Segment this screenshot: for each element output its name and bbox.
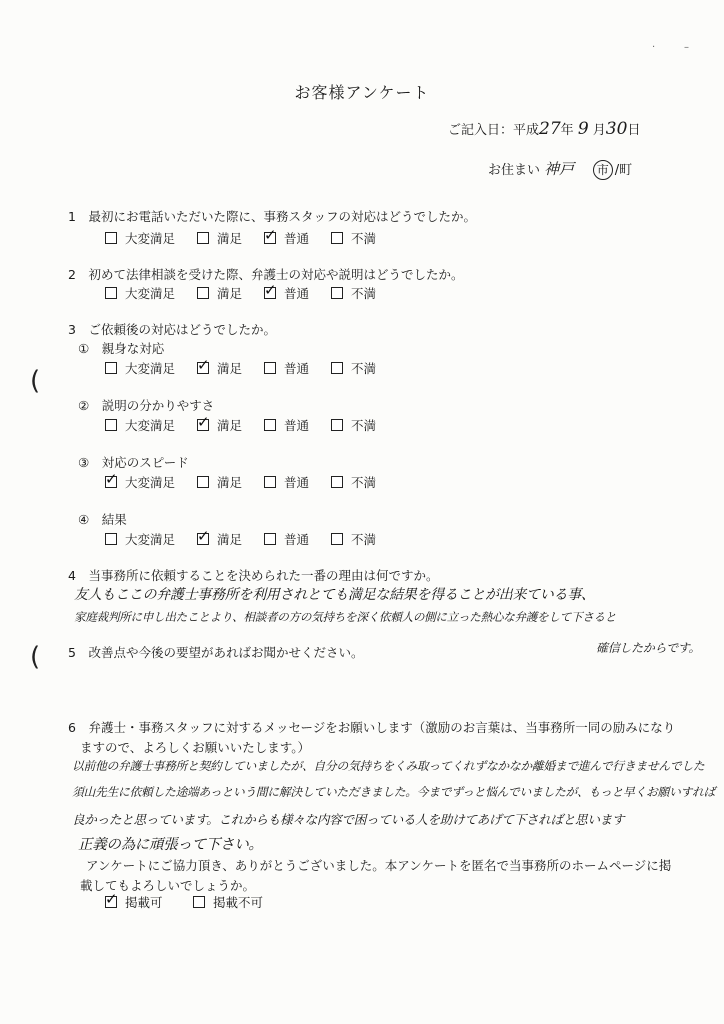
q3s3-option-4[interactable] [331, 473, 376, 491]
checkbox-checked[interactable] [105, 476, 117, 488]
option-label: 満足 [217, 286, 243, 301]
q3-sub-4: ④ 結果 [78, 512, 127, 527]
option-label: 大変満足 [125, 418, 176, 433]
q3s4-option-2[interactable] [197, 530, 264, 548]
checkbox[interactable] [331, 533, 343, 545]
q6-answer-line-4[interactable]: 正義の為に頑張って下さい。 [78, 837, 263, 853]
checkbox-checked[interactable] [264, 232, 276, 244]
checkbox[interactable] [331, 419, 343, 431]
q6-answer-line-2[interactable]: 須山先生に依頼した途端あっという間に解決していただきました。今までずっと悩んでいましたが、もっと早くお願いすれば [72, 785, 716, 799]
q1-option-2[interactable] [197, 229, 264, 247]
option-label: 大変満足 [125, 475, 176, 490]
checkbox[interactable] [105, 362, 117, 374]
checkbox[interactable] [105, 232, 117, 244]
date-year-unit: 年 [560, 123, 574, 138]
date-year[interactable]: 27 [539, 119, 561, 139]
checkbox[interactable] [264, 533, 276, 545]
option-label: 大変満足 [125, 361, 176, 376]
checkbox[interactable] [331, 476, 343, 488]
question-6-line-1: 6 弁護士・事務スタッフに対するメッセージをお願いします（激励のお言葉は、当事務所一同の励みになり [68, 720, 676, 735]
scan-mark: – [684, 42, 689, 53]
q3s2-option-4[interactable] [331, 416, 376, 434]
question-4: 4 当事務所に依頼することを決められた一番の理由は何ですか。 [68, 568, 439, 583]
option-label: 大変満足 [125, 231, 176, 246]
q3s4-option-4[interactable] [331, 530, 376, 548]
q1-option-4[interactable] [331, 229, 376, 247]
address-row [488, 158, 632, 180]
option-label: 満足 [217, 231, 243, 246]
q2-option-3[interactable] [264, 284, 331, 302]
address-circled-city[interactable]: 市 [593, 160, 613, 180]
q2-option-4[interactable] [331, 284, 376, 302]
q3s3-option-2[interactable] [197, 473, 264, 491]
option-label: 普通 [284, 231, 310, 246]
q3s1-option-4[interactable] [331, 359, 376, 377]
option-label: 満足 [217, 361, 243, 376]
question-5: 5 改善点や今後の要望があればお聞かせください。 [68, 645, 364, 660]
scan-mark: · [652, 42, 656, 53]
option-label: 大変満足 [125, 286, 176, 301]
option-label: 普通 [284, 361, 310, 376]
checkbox[interactable] [331, 232, 343, 244]
option-label: 普通 [284, 475, 310, 490]
closing-text-line-1: アンケートにご協力頂き、ありがとうございました。本アンケートを匿名で当事務所のホームページに掲 [86, 858, 672, 873]
option-label: 不満 [351, 475, 377, 490]
q3s2-option-1[interactable] [105, 416, 197, 434]
address-label: お住まい [488, 163, 541, 178]
checkbox[interactable] [197, 476, 209, 488]
date-day-unit: 日 [627, 123, 641, 138]
q3s3-option-1[interactable] [105, 473, 197, 491]
checkbox[interactable] [264, 419, 276, 431]
q3s4-options [105, 530, 376, 548]
date-row [448, 119, 640, 139]
date-month-unit: 月 [592, 123, 606, 138]
q3s2-option-2[interactable] [197, 416, 264, 434]
q1-option-1[interactable] [105, 229, 197, 247]
question-1: 1 最初にお電話いただいた際に、事務スタッフの対応はどうでしたか。 [68, 209, 476, 224]
q3s1-option-2[interactable] [197, 359, 264, 377]
q3s2-option-3[interactable] [264, 416, 331, 434]
option-label: 満足 [217, 532, 243, 547]
option-label: 普通 [284, 418, 310, 433]
option-label: 大変満足 [125, 532, 176, 547]
checkbox-checked[interactable] [197, 419, 209, 431]
q4-answer-line-2[interactable]: 家庭裁判所に申し出たことより、相談者の方の気持ちを深く依頼人の側に立った熱心な弁護をして下さると [74, 610, 617, 624]
option-label: 不満 [351, 231, 377, 246]
q3s3-option-3[interactable] [264, 473, 331, 491]
address-city[interactable]: 神戸 [544, 160, 575, 178]
q1-options [105, 229, 376, 247]
checkbox[interactable] [331, 362, 343, 374]
q3s1-option-1[interactable] [105, 359, 197, 377]
q3s1-options [105, 359, 376, 377]
checkbox-checked[interactable] [197, 362, 209, 374]
checkbox[interactable] [264, 362, 276, 374]
option-label: 不満 [351, 418, 377, 433]
closing-text-line-2: 載してもよろしいでしょうか。 [80, 878, 256, 893]
q2-option-2[interactable] [197, 284, 264, 302]
scan-paren-mark: ( [30, 642, 41, 672]
checkbox[interactable] [331, 287, 343, 299]
page-title: お客様アンケート [294, 83, 430, 102]
checkbox[interactable] [193, 896, 205, 908]
q2-options [105, 284, 376, 302]
q3s4-option-1[interactable] [105, 530, 197, 548]
scan-paren-mark: ( [30, 366, 41, 396]
option-label: 不満 [351, 286, 377, 301]
checkbox-checked[interactable] [105, 896, 117, 908]
checkbox[interactable] [105, 533, 117, 545]
checkbox[interactable] [197, 232, 209, 244]
date-day[interactable]: 30 [605, 119, 628, 139]
date-month[interactable]: 9 [577, 119, 589, 139]
checkbox-checked[interactable] [264, 287, 276, 299]
checkbox[interactable] [105, 419, 117, 431]
question-3: 3 ご依頼後の対応はどうでしたか。 [68, 322, 276, 337]
q3-sub-2: ② 説明の分かりやすさ [78, 398, 215, 413]
address-tail: /町 [614, 163, 633, 178]
question-6-line-2: ますので、よろしくお願いいたします。） [80, 740, 311, 755]
q2-option-1[interactable] [105, 284, 197, 302]
publish-options [105, 893, 263, 911]
publish-allow-option[interactable] [105, 893, 193, 911]
q4-answer-line-1[interactable]: 友人もここの弁護士事務所を利用されとても満足な結果を得ることが出来ている事、 [74, 587, 595, 603]
q3s1-option-3[interactable] [264, 359, 331, 377]
option-label: 掲載可 [125, 895, 163, 910]
question-2: 2 初めて法律相談を受けた際、弁護士の対応や説明はどうでしたか。 [68, 267, 464, 282]
checkbox[interactable] [264, 476, 276, 488]
option-label: 普通 [284, 286, 310, 301]
q6-answer-line-3[interactable]: 良かったと思っています。これからも様々な内容で困っている人を助けてあげて下さればと思います [72, 812, 625, 827]
option-label: 満足 [217, 475, 243, 490]
q1-option-3[interactable] [264, 229, 331, 247]
checkbox[interactable] [105, 287, 117, 299]
checkbox-checked[interactable] [197, 533, 209, 545]
q3-sub-3: ③ 対応のスピード [78, 455, 189, 470]
q3-sub-1: ① 親身な対応 [78, 341, 165, 356]
q4-answer-line-3[interactable]: 確信したからです。 [596, 641, 701, 655]
option-label: 満足 [217, 418, 243, 433]
option-label: 不満 [351, 361, 377, 376]
option-label: 掲載不可 [213, 895, 264, 910]
option-label: 不満 [351, 532, 377, 547]
publish-deny-option[interactable] [193, 893, 263, 911]
q3s2-options [105, 416, 376, 434]
q6-answer-line-1[interactable]: 以前他の弁護士事務所と契約していましたが、自分の気持ちをくみ取ってくれずなかなか離婚まで進んで行きませんでした [72, 759, 705, 773]
q3s4-option-3[interactable] [264, 530, 331, 548]
q3s3-options [105, 473, 376, 491]
option-label: 普通 [284, 532, 310, 547]
date-label: ご記入日：平成 [448, 123, 540, 138]
checkbox[interactable] [197, 287, 209, 299]
